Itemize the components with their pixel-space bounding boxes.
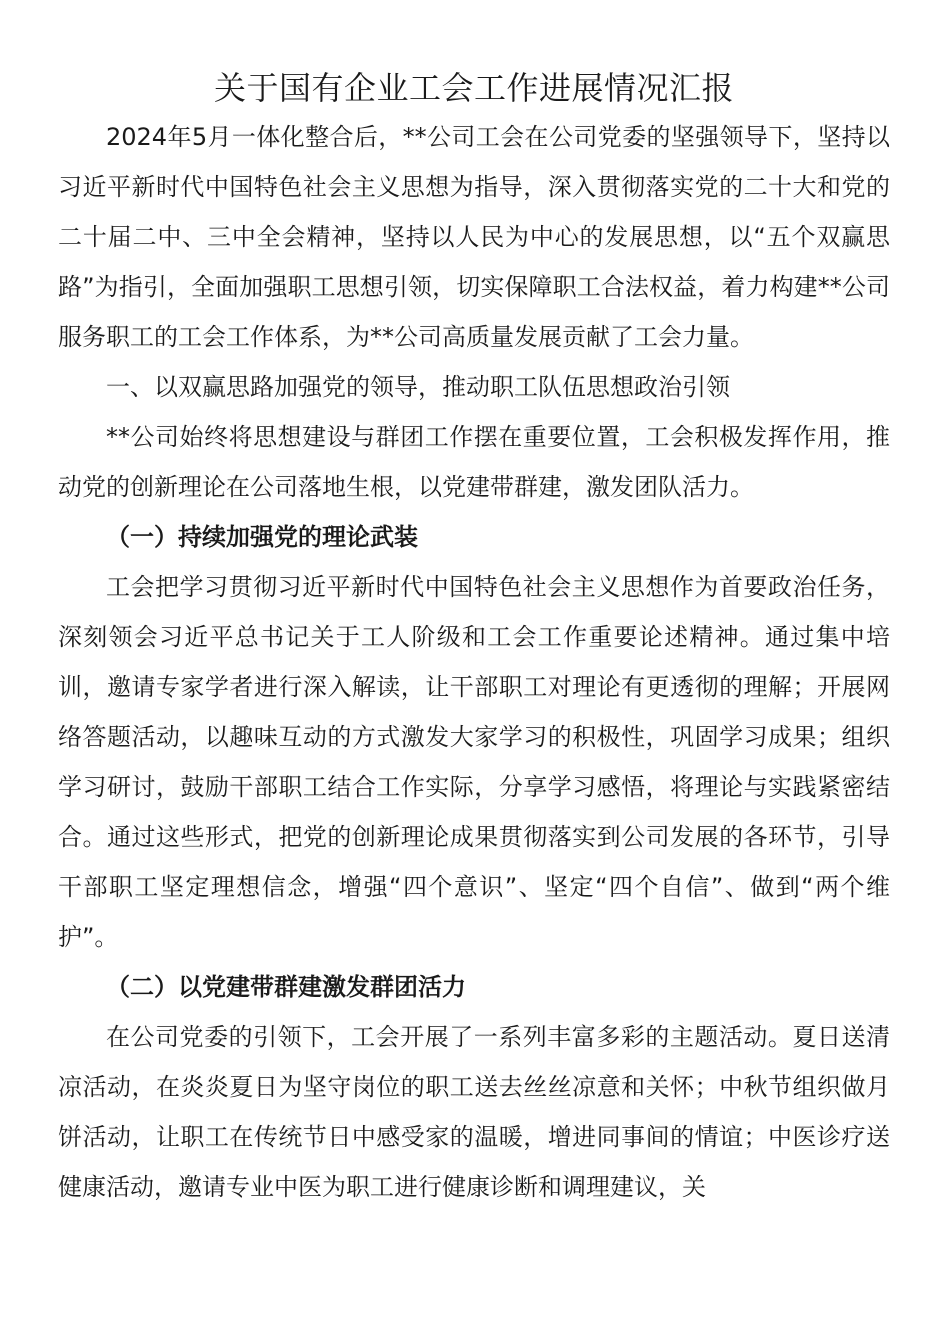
subsection-2-heading: （二）以党建带群建激发群团活力 <box>106 973 466 1001</box>
subsection-1-paragraph: 工会把学习贯彻习近平新时代中国特色社会主义思想作为首要政治任务，深刻领会习近平总书记关于工人阶级和工会工作重要论述精神。通过集中培训，邀请专家学者进行深入解读，让干部职工对理论有更透彻的理解；开展网络答题活动，以趣味互动的方式激发大家学习的积极性，巩固学习成果；组织学习研讨，鼓励干部职工结合工作实际，分享学习感悟，将理论与实践紧密结合。通过这些形式，把党的创新理论成果贯彻落实到公司发展的各环节，引导干部职工坚定理想信念，增强“四个意识”、坚定“四个自信”、做到“两个维护”。 <box>58 573 890 951</box>
intro-paragraph: 2024年5月一体化整合后，**公司工会在公司党委的坚强领导下，坚持以习近平新时代中国特色社会主义思想为指导，深入贯彻落实党的二十大和党的二十届二中、三中全会精神，坚持以人民为中心的发展思想，以“五个双赢思路”为指引，全面加强职工思想引领，切实保障职工合法权益，着力构建**公司服务职工的工会工作体系，为**公司高质量发展贡献了工会力量。 <box>58 123 890 351</box>
subsection-1-heading: （一）持续加强党的理论武装 <box>106 523 418 551</box>
section-1-paragraph: **公司始终将思想建设与群团工作摆在重要位置，工会积极发挥作用，推动党的创新理论在公司落地生根，以党建带群建，激发团队活力。 <box>58 423 890 501</box>
document-title: 关于国有企业工会工作进展情况汇报 <box>213 69 734 107</box>
section-1-heading: 一、以双赢思路加强党的领导，推动职工队伍思想政治引领 <box>106 373 730 401</box>
subsection-2-paragraph: 在公司党委的引领下，工会开展了一系列丰富多彩的主题活动。夏日送清凉活动，在炎炎夏日为坚守岗位的职工送去丝丝凉意和关怀；中秋节组织做月饼活动，让职工在传统节日中感受家的温暖，增进同事间的情谊；中医诊疗送健康活动，邀请专业中医为职工进行健康诊断和调理建议，关 <box>58 1023 890 1201</box>
